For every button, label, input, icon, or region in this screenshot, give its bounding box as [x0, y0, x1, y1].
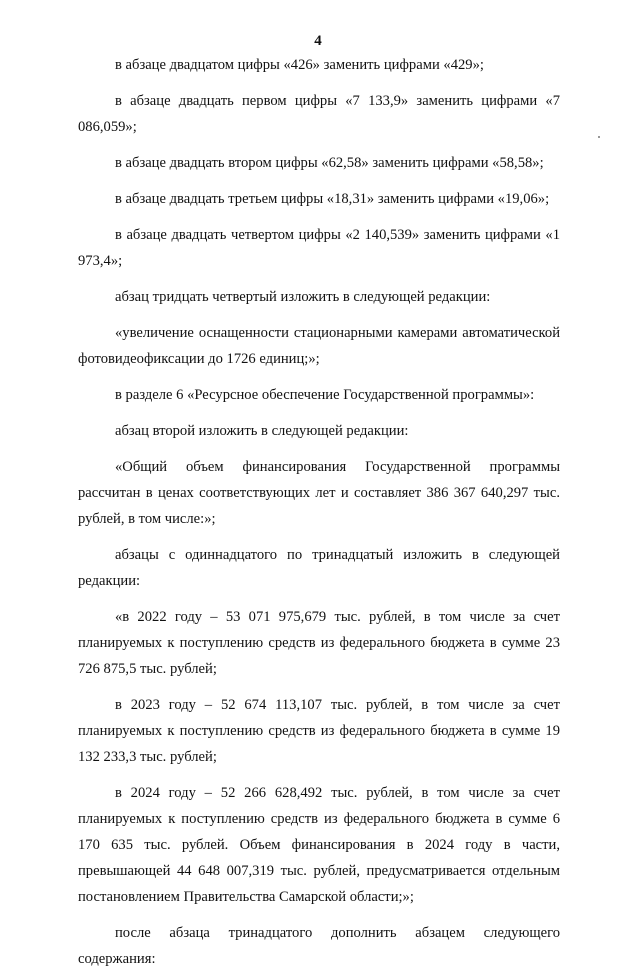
paragraph: после абзаца тринадцатого дополнить абзацем следующего содержания:: [78, 925, 560, 967]
paragraph: «в 2022 году – 53 071 975,679 тыс. рублей, в том числе за счет планируемых к поступлению средств из федерального бюджета в сумме 23 726 875,5 тыс. рублей;: [78, 609, 560, 677]
paragraph: «увеличение оснащенности стационарными камерами автоматической фотовидеофиксации до 1726 единиц;»;: [78, 325, 560, 367]
paragraph: абзац второй изложить в следующей редакции:: [115, 423, 409, 439]
scan-speck: [598, 136, 600, 138]
paragraph: в 2023 году – 52 674 113,107 тыс. рублей, в том числе за счет планируемых к поступлению средств из федерального бюджета в сумме 19 132 233,3 тыс. рублей;: [78, 697, 560, 765]
paragraph: в абзаце двадцатом цифры «426» заменить цифрами «429»;: [115, 57, 484, 73]
page-number: 4: [314, 33, 322, 49]
paragraph: в абзаце двадцать первом цифры «7 133,9» заменить цифрами «7 086,059»;: [78, 93, 560, 135]
paragraph: «Общий объем финансирования Государственной программы рассчитан в ценах соответствующих лет и составляет 386 367 640,297 тыс. рублей, в том числе:»;: [78, 459, 560, 527]
paragraph: абзацы с одиннадцатого по тринадцатый изложить в следующей редакции:: [78, 547, 560, 589]
paragraph: в абзаце двадцать четвертом цифры «2 140,539» заменить цифрами «1 973,4»;: [78, 227, 560, 269]
paragraph: в абзаце двадцать втором цифры «62,58» заменить цифрами «58,58»;: [115, 155, 544, 171]
paragraph: в 2024 году – 52 266 628,492 тыс. рублей, в том числе за счет планируемых к поступлению средств из федерального бюджета в сумме 6 170 635 тыс. рублей. Объем финансирования в 2024 году в части, превышающей 44 648 007,319 тыс. рублей, предусматривается отдельным постановлением Правительства Самарской области;»;: [78, 785, 560, 905]
document-body: [78, 52, 560, 972]
paragraph: абзац тридцать четвертый изложить в следующей редакции:: [115, 289, 491, 305]
paragraph: в абзаце двадцать третьем цифры «18,31» заменить цифрами «19,06»;: [115, 191, 550, 207]
paragraph: в разделе 6 «Ресурсное обеспечение Государственной программы»:: [115, 387, 535, 403]
